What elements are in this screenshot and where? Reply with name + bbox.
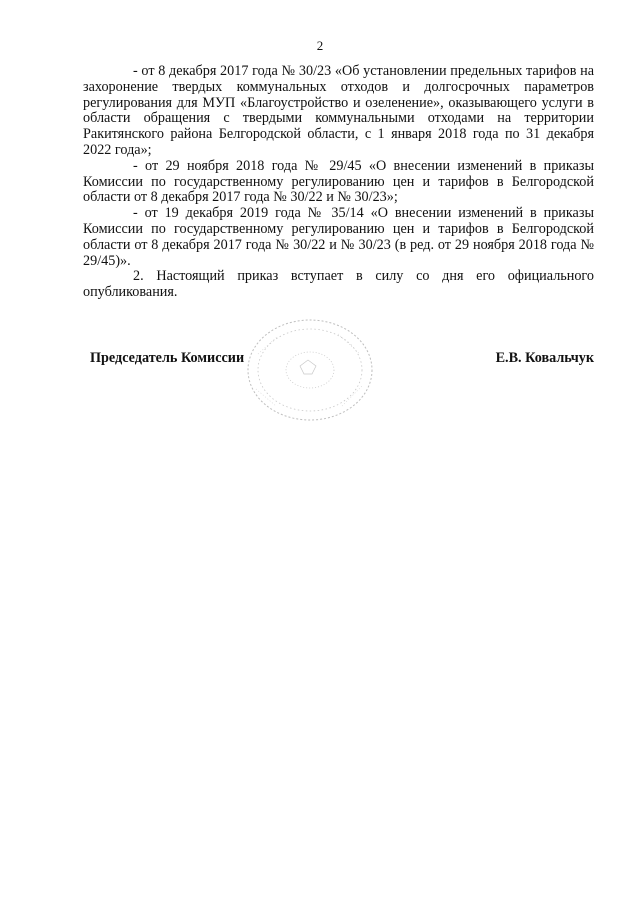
paragraph-effective-date: 2. Настоящий приказ вступает в силу со дня его официального опубликования. bbox=[83, 268, 594, 301]
page-number: 2 bbox=[316, 38, 324, 53]
paragraph-order-29-45: - от 29 ноября 2018 года № 29/45 «О внесении изменений в приказы Комиссии по государственному регулированию цен и тарифов в Белгородской области от 8 декабря 2017 года № 30/22 и № 30/23»; bbox=[83, 157, 594, 206]
paragraph-order-35-14: - от 19 декабря 2019 года № 35/14 «О внесении изменений в приказы Комиссии по государственному регулированию цен и тарифов в Белгородской области от 8 декабря 2017 года № 30/22 и № 30/23 (в ред. от 29 ноября 2018 года № 29/45)». bbox=[83, 205, 594, 269]
signatory-name: Е.В. Ковальчук bbox=[495, 350, 594, 366]
official-seal-stamp bbox=[238, 314, 378, 424]
document-body bbox=[83, 64, 594, 301]
signatory-title: Председатель Комиссии bbox=[90, 350, 245, 366]
paragraph-order-30-23: - от 8 декабря 2017 года № 30/23 «Об установлении предельных тарифов на захоронение твердых коммунальных отходов и долгосрочных параметров регулирования для МУП «Благоустройство и озеленение», оказывающего услуги в области обращения с твердыми коммунальными отходами на территории Ракитянского района Белгородской области, с 1 января 2018 года по 31 декабря 2022 года»; bbox=[83, 63, 594, 158]
